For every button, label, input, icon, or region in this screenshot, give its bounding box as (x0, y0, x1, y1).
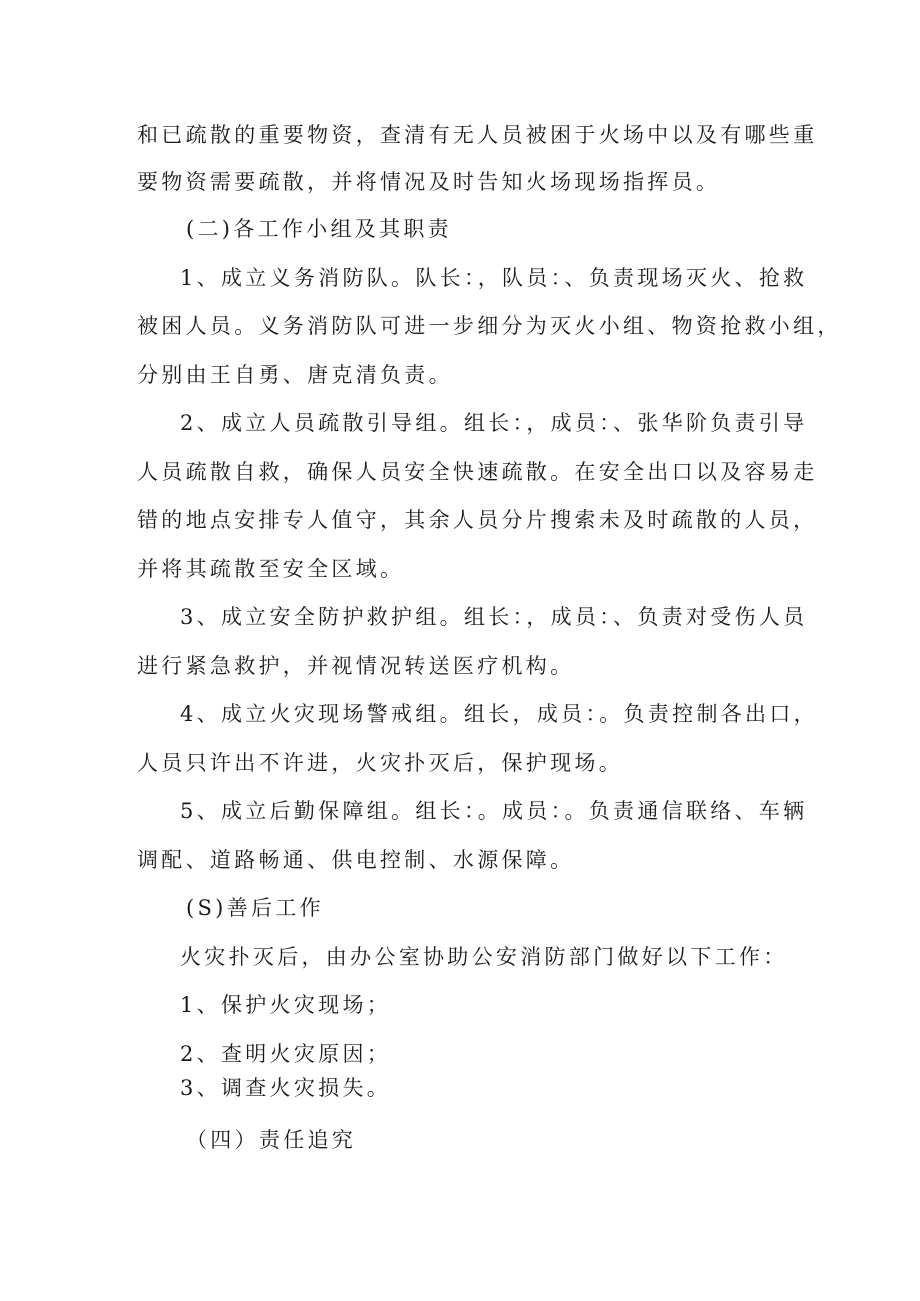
section-heading: （四）责任追究 (186, 1128, 357, 1152)
list-item-3: 3、成立安全防护救护组。组长：，成员：、负责对受伤人员 (180, 605, 808, 629)
body-text-line: 要物资需要疏散，并将情况及时告知火场现场指挥员。 (137, 170, 721, 194)
list-item-4: 4、成立火灾现场警戒组。组长，成员：。负责控制各出口， (180, 702, 818, 726)
body-text-line: 并将其疏散至安全区域。 (137, 557, 405, 581)
list-item: 3、调查火灾损失。 (180, 1076, 392, 1100)
section-heading: (二)各工作小组及其职责 (186, 217, 452, 241)
body-text-line: 人员疏散自救，确保人员安全快速疏散。在安全出口以及容易走 (137, 460, 818, 484)
body-text-line: 调配、道路畅通、供电控制、水源保障。 (137, 848, 575, 872)
list-item-2: 2、成立人员疏散引导组。组长：，成员：、张华阶负责引导 (180, 411, 808, 435)
body-text-line: 被困人员。义务消防队可进一步细分为灭火小组、物资抢救小组， (137, 314, 842, 338)
body-text-line: 分别由王自勇、唐克清负责。 (137, 363, 453, 387)
body-text-line: 人员只许出不许进，火灾扑灭后，保护现场。 (137, 751, 623, 775)
list-item: 2、查明火灾原因； (180, 1042, 392, 1066)
body-text-line: 火灾扑灭后，由办公室协助公安消防部门做好以下工作： (180, 945, 788, 969)
body-text-line: 错的地点安排专人值守，其余人员分片搜索未及时疏散的人员， (137, 508, 818, 532)
list-item: 1、保护火灾现场； (180, 993, 392, 1017)
list-item-1: 1、成立义务消防队。队长：，队员：、负责现场灭火、抢救 (180, 266, 808, 290)
section-heading: (S)善后工作 (186, 896, 324, 920)
body-text-line: 进行紧急救护，并视情况转送医疗机构。 (137, 654, 575, 678)
list-item-5: 5、成立后勤保障组。组长：。成员：。负责通信联络、车辆 (180, 799, 808, 823)
body-text-line: 和已疏散的重要物资，查清有无人员被困于火场中以及有哪些重 (137, 123, 818, 147)
